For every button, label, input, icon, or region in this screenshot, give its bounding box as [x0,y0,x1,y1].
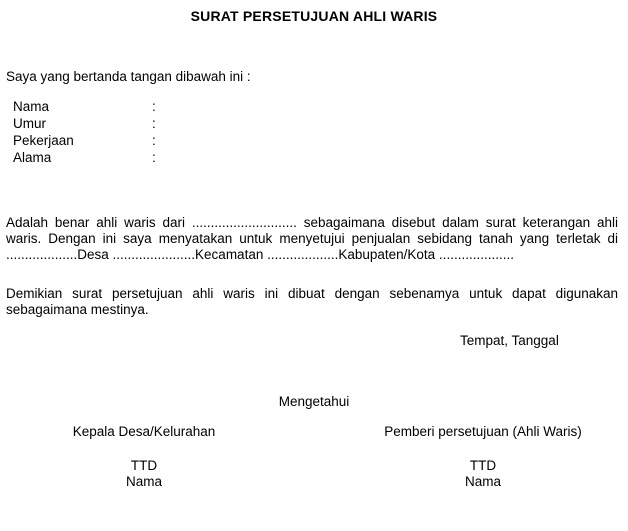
signature-name: Nama [464,474,501,489]
field-separator: : [152,99,156,114]
signature-ttd: TTD [469,458,497,473]
field-label-alama: Alama [13,150,52,165]
field-separator: : [152,133,156,148]
signature-title: Pemberi persetujuan (Ahli Waris) [384,424,582,439]
place-date: Tempat, Tanggal [460,333,559,348]
signature-ttd: TTD [130,458,158,473]
paragraph-line: waris. Dengan ini saya menyatakan untuk menyetujui penjualan sebidang tanah yang terletak di [6,231,618,246]
signature-title: Kepala Desa/Kelurahan [72,424,216,439]
acknowledge-label: Mengetahui [278,394,350,409]
field-label-nama: Nama [13,99,50,114]
closing-paragraph [6,286,618,318]
signature-block-heir [357,424,609,490]
signature-block-village-head [44,424,244,490]
field-separator: : [152,116,156,131]
field-label-umur: Umur [13,116,46,131]
intro-text: Saya yang bertanda tangan dibawah ini : [6,69,251,84]
paragraph-line: Adalah benar ahli waris dari ............................ sebagaimana disebut dalam surat keterangan ahli [6,215,618,230]
paragraph-line: Demikian surat persetujuan ahli waris ini dibuat dengan sebenamya untuk dapat digunakan [6,286,618,301]
paragraph-line: sebagaimana mestinya. [6,302,149,317]
field-separator: : [152,150,156,165]
paragraph-line: ...................Desa ......................Kecamatan ...................Kabupaten/Kota .................... [6,247,514,262]
heir-statement-paragraph [6,215,618,263]
signature-name: Nama [125,474,162,489]
field-label-pekerjaan: Pekerjaan [13,133,74,148]
document-title: SURAT PERSETUJUAN AHLI WARIS [190,8,438,24]
